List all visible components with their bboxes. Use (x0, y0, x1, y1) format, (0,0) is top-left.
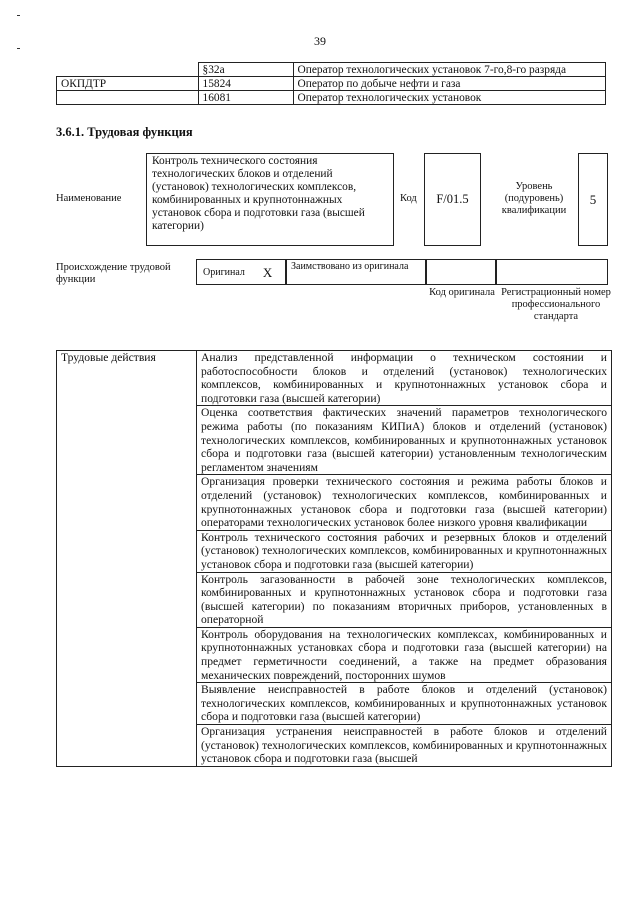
code-cell: 16081 (198, 91, 293, 105)
occupation-name-cell: Оператор технологических установок 7-го,8-го разряда (293, 63, 606, 77)
qualification-level-label: Уровень (подуровень) квалификации (501, 181, 567, 216)
occupation-name-cell: Оператор по добыче нефти и газа (293, 77, 606, 91)
function-code-box: F/01.5 (424, 153, 481, 246)
qualification-level-box: 5 (578, 153, 608, 246)
name-label: Наименование (56, 193, 122, 204)
labor-actions-table (56, 350, 612, 767)
labor-action-item: Анализ представленной информации о техническом состоянии и работоспособности блоков и отделений (установок) технологических комплексов, комбинированных и крупнотоннажных установок сбора и подготовки газа (высшей категории) (197, 351, 612, 406)
code-original-label: Код оригинала (429, 287, 495, 298)
code-cell: §32а (198, 63, 293, 77)
labor-action-item: Выявление неисправностей в работе блоков и отделений (установок) технологических комплексов, комбинированных и крупнотоннажных установок сбора и подготовки газа (высшей категории) (197, 683, 612, 725)
table-row (57, 351, 612, 406)
original-cell (196, 259, 286, 285)
reg-number-label: Регистрационный номер профессионального стандарта (501, 287, 611, 322)
borrowed-cell: Заимствовано из оригинала (286, 259, 426, 285)
labor-action-item: Контроль загазованности в рабочей зоне технологических комплексов, комбинированных и крупнотоннажных установок сбора и подготовки газа (высшей категории) по показаниям вторичных приборов, установленных в операторной (197, 572, 612, 627)
occupation-name-cell: Оператор технологических установок (293, 91, 606, 105)
labor-action-item: Контроль оборудования на технологических комплексах, комбинированных и крупнотоннажных установках сбора и подготовки газа (высшей категории) на предмет герметичности соединений, а также на предмет образования механических повреждений, посторонних шумов (197, 627, 612, 682)
code-label: Код (400, 193, 417, 204)
code-cell: 15824 (198, 77, 293, 91)
labor-action-item: Контроль технического состояния рабочих и резервных блоков и отделений (установок) технологических комплексов, комбинированных и крупнотоннажных установок сбора и подготовки газа (высшей категории) (197, 530, 612, 572)
labor-action-item: Организация проверки технического состояния и режима работы блоков и отделений (установок) технологических комплексов, комбинированных и крупнотоннажных установок сбора и подготовки газа (высшей категории) операторами технологических установок более низкого уровня квалификации (197, 475, 612, 530)
section-title: 3.6.1. Трудовая функция (56, 125, 193, 139)
origin-label: Происхождение трудовой функции (56, 262, 171, 285)
table-row (57, 91, 606, 105)
reg-number-cell (496, 259, 608, 285)
margin-mark (17, 15, 20, 16)
original-mark: X (262, 264, 273, 280)
codes-table (56, 62, 606, 105)
labor-actions-header: Трудовые действия (57, 351, 197, 767)
function-name-box: Контроль технического состояния технологических блоков и отделений (установок) технологических комплексов, комбинированных и крупнотоннажных установок сбора и подготовки газа (высшей категории) (146, 153, 394, 246)
labor-action-item: Оценка соответствия фактических значений параметров технологического режима работы (по показаниям КИПиА) блоков и отделений (установок) технологических комплексов, комбинированных и крупнотоннажных установок сбора и подготовки газа (высшей категории) установленным технологическим регламентом значениям (197, 406, 612, 475)
origin-row (196, 259, 608, 285)
labor-action-item: Организация устранения неисправностей в работе блоков и отделений (установок) технологических комплексов, комбинированных и крупнотоннажных установок сбора и подготовки газа (высшей (197, 725, 612, 767)
classifier-cell (57, 91, 199, 105)
code-original-cell (426, 259, 496, 285)
table-row (57, 77, 606, 91)
classifier-cell (57, 63, 199, 77)
table-row (57, 63, 606, 77)
page-number: 39 (314, 34, 326, 48)
classifier-cell: ОКПДТР (57, 77, 199, 91)
original-label: Оригинал (203, 266, 245, 278)
